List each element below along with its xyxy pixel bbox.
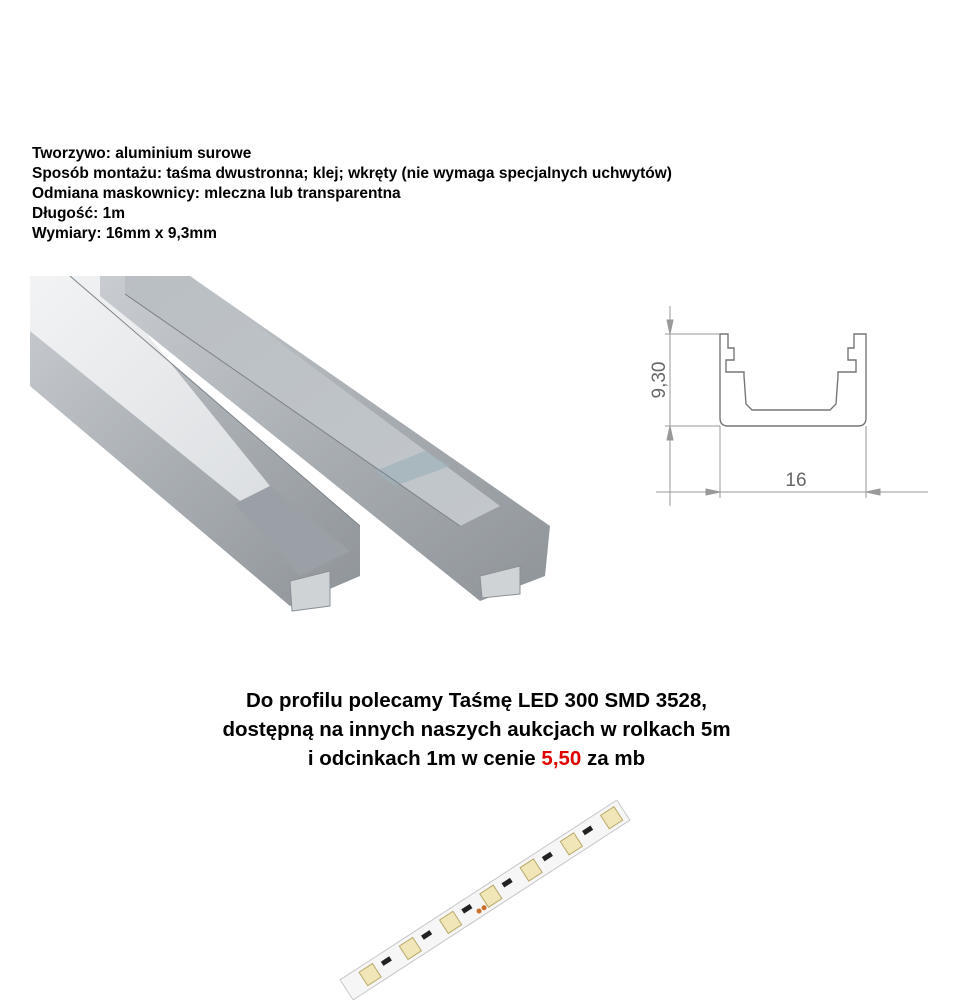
recommendation-line-3: i odcinkach 1m w cenie 5,50 za mb	[307, 747, 646, 770]
width-dimension-label: 16	[785, 470, 807, 491]
spec-length: Długość: 1m	[32, 205, 126, 222]
spec-cover: Odmiana maskownicy: mleczna lub transparentna	[32, 185, 401, 202]
spec-mounting: Sposób montażu: taśma dwustronna; klej; wkręty (nie wymaga specjalnych uchwytów)	[32, 165, 672, 182]
price-value: 5,50	[541, 747, 582, 770]
aluminium-profile-photo	[30, 276, 570, 646]
recommendation-line-2: dostępną na innych naszych aukcjach w rolkach 5m	[222, 718, 731, 741]
spec-dimensions: Wymiary: 16mm x 9,3mm	[32, 225, 217, 242]
recommendation-text	[0, 686, 953, 773]
led-strip-photo	[330, 800, 640, 1000]
profile-cross-section-drawing	[640, 276, 940, 516]
recommendation-line-1: Do profilu polecamy Taśmę LED 300 SMD 3528,	[245, 689, 708, 712]
height-dimension-label: 9,30	[649, 361, 670, 399]
spec-material: Tworzywo: aluminium surowe	[32, 145, 252, 162]
spec-list	[32, 144, 672, 244]
